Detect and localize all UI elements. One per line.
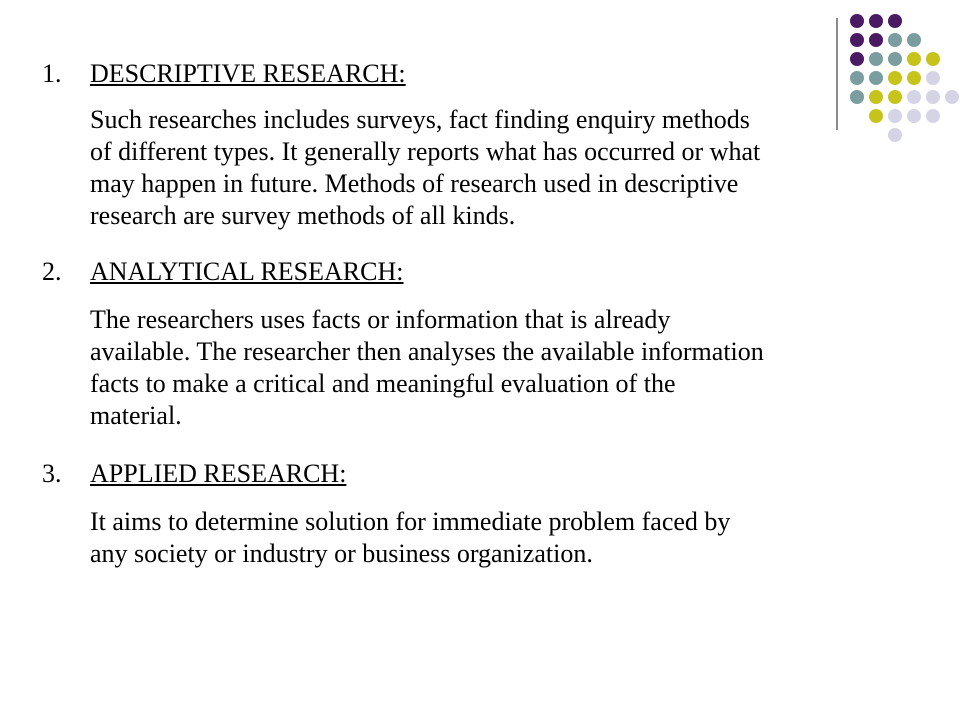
section-applied-research: [42, 458, 922, 570]
decorative-dot: [869, 14, 883, 28]
paragraph-line: may happen in future. Methods of research used in descriptive: [90, 169, 739, 198]
section-title: DESCRIPTIVE RESEARCH:: [90, 59, 406, 88]
decorative-dot: [888, 14, 902, 28]
section-heading: [42, 58, 922, 90]
paragraph-line: Such researches includes surveys, fact finding enquiry methods: [90, 105, 750, 134]
paragraph-line: of different types. It generally reports what has occurred or what: [90, 137, 761, 166]
section-number: 1.: [42, 59, 62, 88]
section-analytical-research: [42, 256, 922, 432]
section-paragraph: [90, 304, 922, 432]
decorative-dot: [926, 52, 940, 66]
paragraph-line: It aims to determine solution for immediate problem faced by: [90, 507, 731, 536]
decorative-dot: [850, 14, 864, 28]
decorative-dot: [907, 33, 921, 47]
section-heading: [42, 256, 922, 288]
decorative-dot: [888, 33, 902, 47]
decorative-dot: [926, 109, 940, 123]
paragraph-line: available. The researcher then analyses the available information: [90, 337, 764, 366]
paragraph-line: material.: [90, 401, 182, 430]
decorative-dot: [850, 33, 864, 47]
paragraph-line: The researchers uses facts or information that is already: [90, 305, 671, 334]
decorative-dot: [945, 90, 959, 104]
section-paragraph: [90, 506, 922, 570]
section-title: ANALYTICAL RESEARCH:: [90, 257, 404, 286]
section-descriptive-research: [42, 58, 922, 232]
section-heading: [42, 458, 922, 490]
paragraph-line: research are survey methods of all kinds.: [90, 201, 516, 230]
section-number: 2.: [42, 257, 62, 286]
decorative-dot: [926, 90, 940, 104]
section-title: APPLIED RESEARCH:: [90, 459, 347, 488]
paragraph-line: any society or industry or business organization.: [90, 539, 593, 568]
paragraph-line: facts to make a critical and meaningful evaluation of the: [90, 369, 676, 398]
decorative-dot: [869, 33, 883, 47]
section-number: 3.: [42, 459, 62, 488]
section-paragraph: [90, 104, 922, 232]
decorative-dot: [926, 71, 940, 85]
slide-content: [42, 58, 922, 570]
